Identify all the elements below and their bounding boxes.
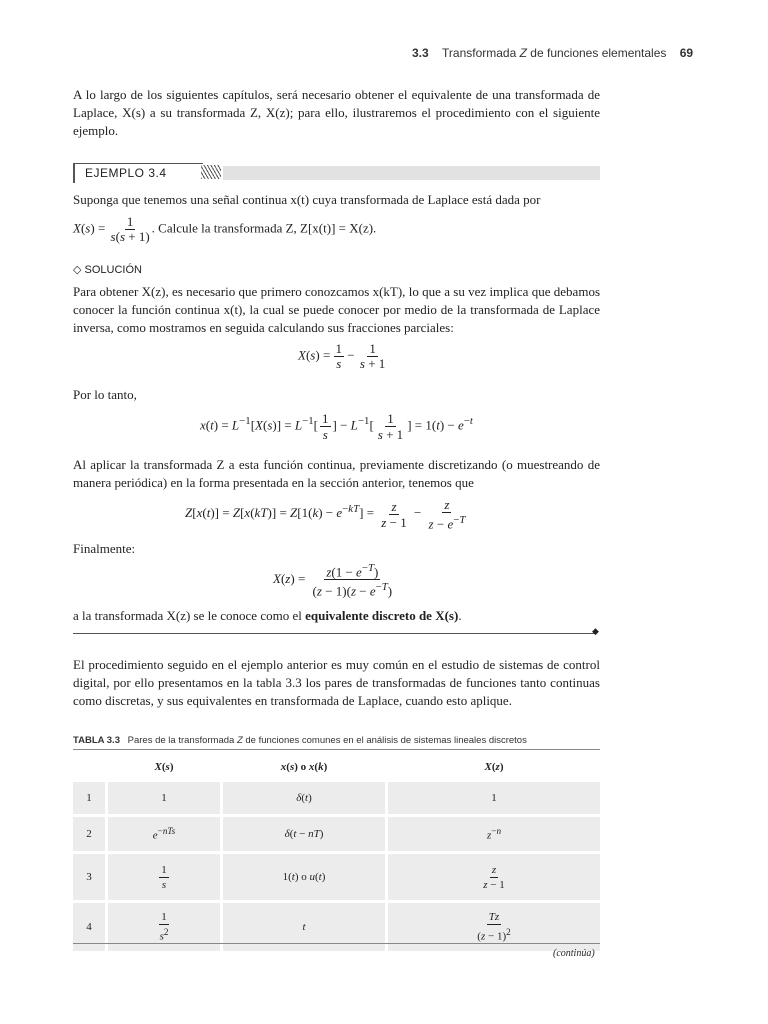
table-header-row bbox=[73, 755, 600, 779]
table-row bbox=[73, 854, 600, 900]
outro-paragraph: El procedimiento seguido en el ejemplo anterior es muy común en el estudio de sistemas de control digital, por ello presentamos en la tabla 3.3 los pares de transformadas de funciones tanto continuas como discretas, y sus equivalentes en transformada de Laplace, cuando esto aplique. bbox=[73, 657, 600, 708]
table-caption-rule bbox=[73, 749, 600, 750]
running-header bbox=[412, 46, 717, 60]
section-number: 3.3 bbox=[412, 46, 429, 60]
col-xs: X(s) bbox=[154, 761, 174, 773]
example-label: EJEMPLO 3.4 bbox=[85, 166, 167, 180]
example-top-rule bbox=[73, 163, 203, 164]
laplace-definition: X(s) = $\frac{1}{s(s + 1)}$ . Calcule la transformada Z, Z[x(t)] = X(z). bbox=[73, 214, 377, 244]
col-xz: X(z) bbox=[484, 761, 504, 773]
col-xt: x(s) o x(k) bbox=[280, 761, 328, 773]
finalmente: Finalmente: bbox=[73, 541, 136, 556]
example-bar bbox=[223, 166, 600, 180]
concl-bold: equivalente discreto de X(s) bbox=[305, 608, 459, 623]
solution-paragraph-1: Para obtener X(z), es necesario que primero conozcamos x(kT), lo que a su vez implica que debamos conocer la función continua x(t), la cual se puede conocer por medio de la transformada de Laplace inversa, como mostramos en seguida calculando sus fracciones parciales: bbox=[73, 284, 600, 335]
col-n bbox=[73, 755, 105, 779]
row-number: 4 bbox=[73, 903, 105, 951]
table-label: TABLA 3.3 bbox=[73, 735, 120, 746]
row-number: 3 bbox=[73, 854, 105, 900]
partial-fractions-equation: X(s) = $\frac{1}{s}$ − $\frac{1}{s + 1}$ bbox=[298, 341, 386, 371]
cell-xt: δ(t − nT) bbox=[223, 817, 385, 851]
final-result-equation: X(z) = $\frac{z(1 - e^{-T})}{(z - 1)(z - e^{-T})}$ bbox=[273, 562, 393, 599]
row-number: 1 bbox=[73, 782, 105, 814]
example-header bbox=[73, 163, 600, 185]
table-caption bbox=[73, 735, 527, 746]
row-number: 2 bbox=[73, 817, 105, 851]
table-row bbox=[73, 782, 600, 814]
table-row bbox=[73, 817, 600, 851]
inverse-laplace-equation: $x(t) = L^{-1}[X(s)] = L^{-1}$[ $\frac{1}{s}$ ] − $L^{-1}$[ $\frac{1}{s + 1}$ ] = $1(t) - e^{-t}$ bbox=[200, 411, 473, 442]
example-bracket bbox=[73, 163, 75, 183]
por-lo-tanto: Por lo tanto, bbox=[73, 387, 137, 402]
cell-xs: $e^{-nTs}$ bbox=[108, 817, 220, 851]
solution-label: ◇ SOLUCIÓN bbox=[73, 264, 142, 276]
cell-xz: $z^{-n}$ bbox=[388, 817, 600, 851]
cell-xz: 1 bbox=[388, 782, 600, 814]
page-number: 69 bbox=[679, 46, 694, 60]
cell-xz: $\frac{Tz}{(z - 1)^2}$ bbox=[388, 903, 600, 951]
cell-xt: 1(t) o u(t) bbox=[223, 854, 385, 900]
solution-paragraph-2: Al aplicar la transformada Z a esta función continua, previamente discretizando (o muestreando de manera periódica) en la forma presentada en la sección anterior, tenemos que bbox=[73, 457, 600, 490]
transform-table bbox=[70, 752, 603, 954]
cell-xs: 1 bbox=[108, 782, 220, 814]
example-text: Suponga que tenemos una señal continua x(t) cuya transformada de Laplace está dada por bbox=[73, 192, 541, 207]
example-end-rule bbox=[73, 633, 595, 634]
cell-xs: $\frac{1}{s^2}$ bbox=[108, 903, 220, 951]
rule-end-diamond-icon: ◆ bbox=[592, 626, 599, 636]
cell-xt: δ(t) bbox=[223, 782, 385, 814]
intro-paragraph: A lo largo de los siguientes capítulos, será necesario obtener el equivalente de una transformada de Laplace, X(s) a su transformada Z, X(z); para ello, ilustraremos el procedimiento con el siguiente ejemplo. bbox=[73, 87, 600, 138]
question-text: . Calcule la transformada Z, Z[x(t)] = X(z). bbox=[151, 220, 377, 236]
continua-note: (continúa) bbox=[553, 948, 595, 959]
section-title: Transformada Z de funciones elementales bbox=[442, 46, 667, 60]
conclusion: a la transformada X(z) se le conoce como el equivalente discreto de X(s). bbox=[73, 608, 462, 623]
cell-xs: $\frac{1}{s}$ bbox=[108, 854, 220, 900]
cell-xz: $\frac{z}{z - 1}$ bbox=[388, 854, 600, 900]
diamond-bullet-icon: ◇ bbox=[73, 264, 82, 276]
hatch-decoration bbox=[201, 165, 221, 179]
table-caption-text: Pares de la transformada Z de funciones comunes en el análisis de sistemas lineales discretos bbox=[127, 735, 527, 746]
z-transform-equation: $Z[x(t)] = Z[x(kT)] = Z[1(k) - e^{-kT}]$ = $\frac{z}{z - 1}$ − $\frac{z}{z - e^{-T}}$ bbox=[185, 497, 466, 532]
table-bottom-rule bbox=[73, 943, 600, 944]
cell-xt: t bbox=[223, 903, 385, 951]
